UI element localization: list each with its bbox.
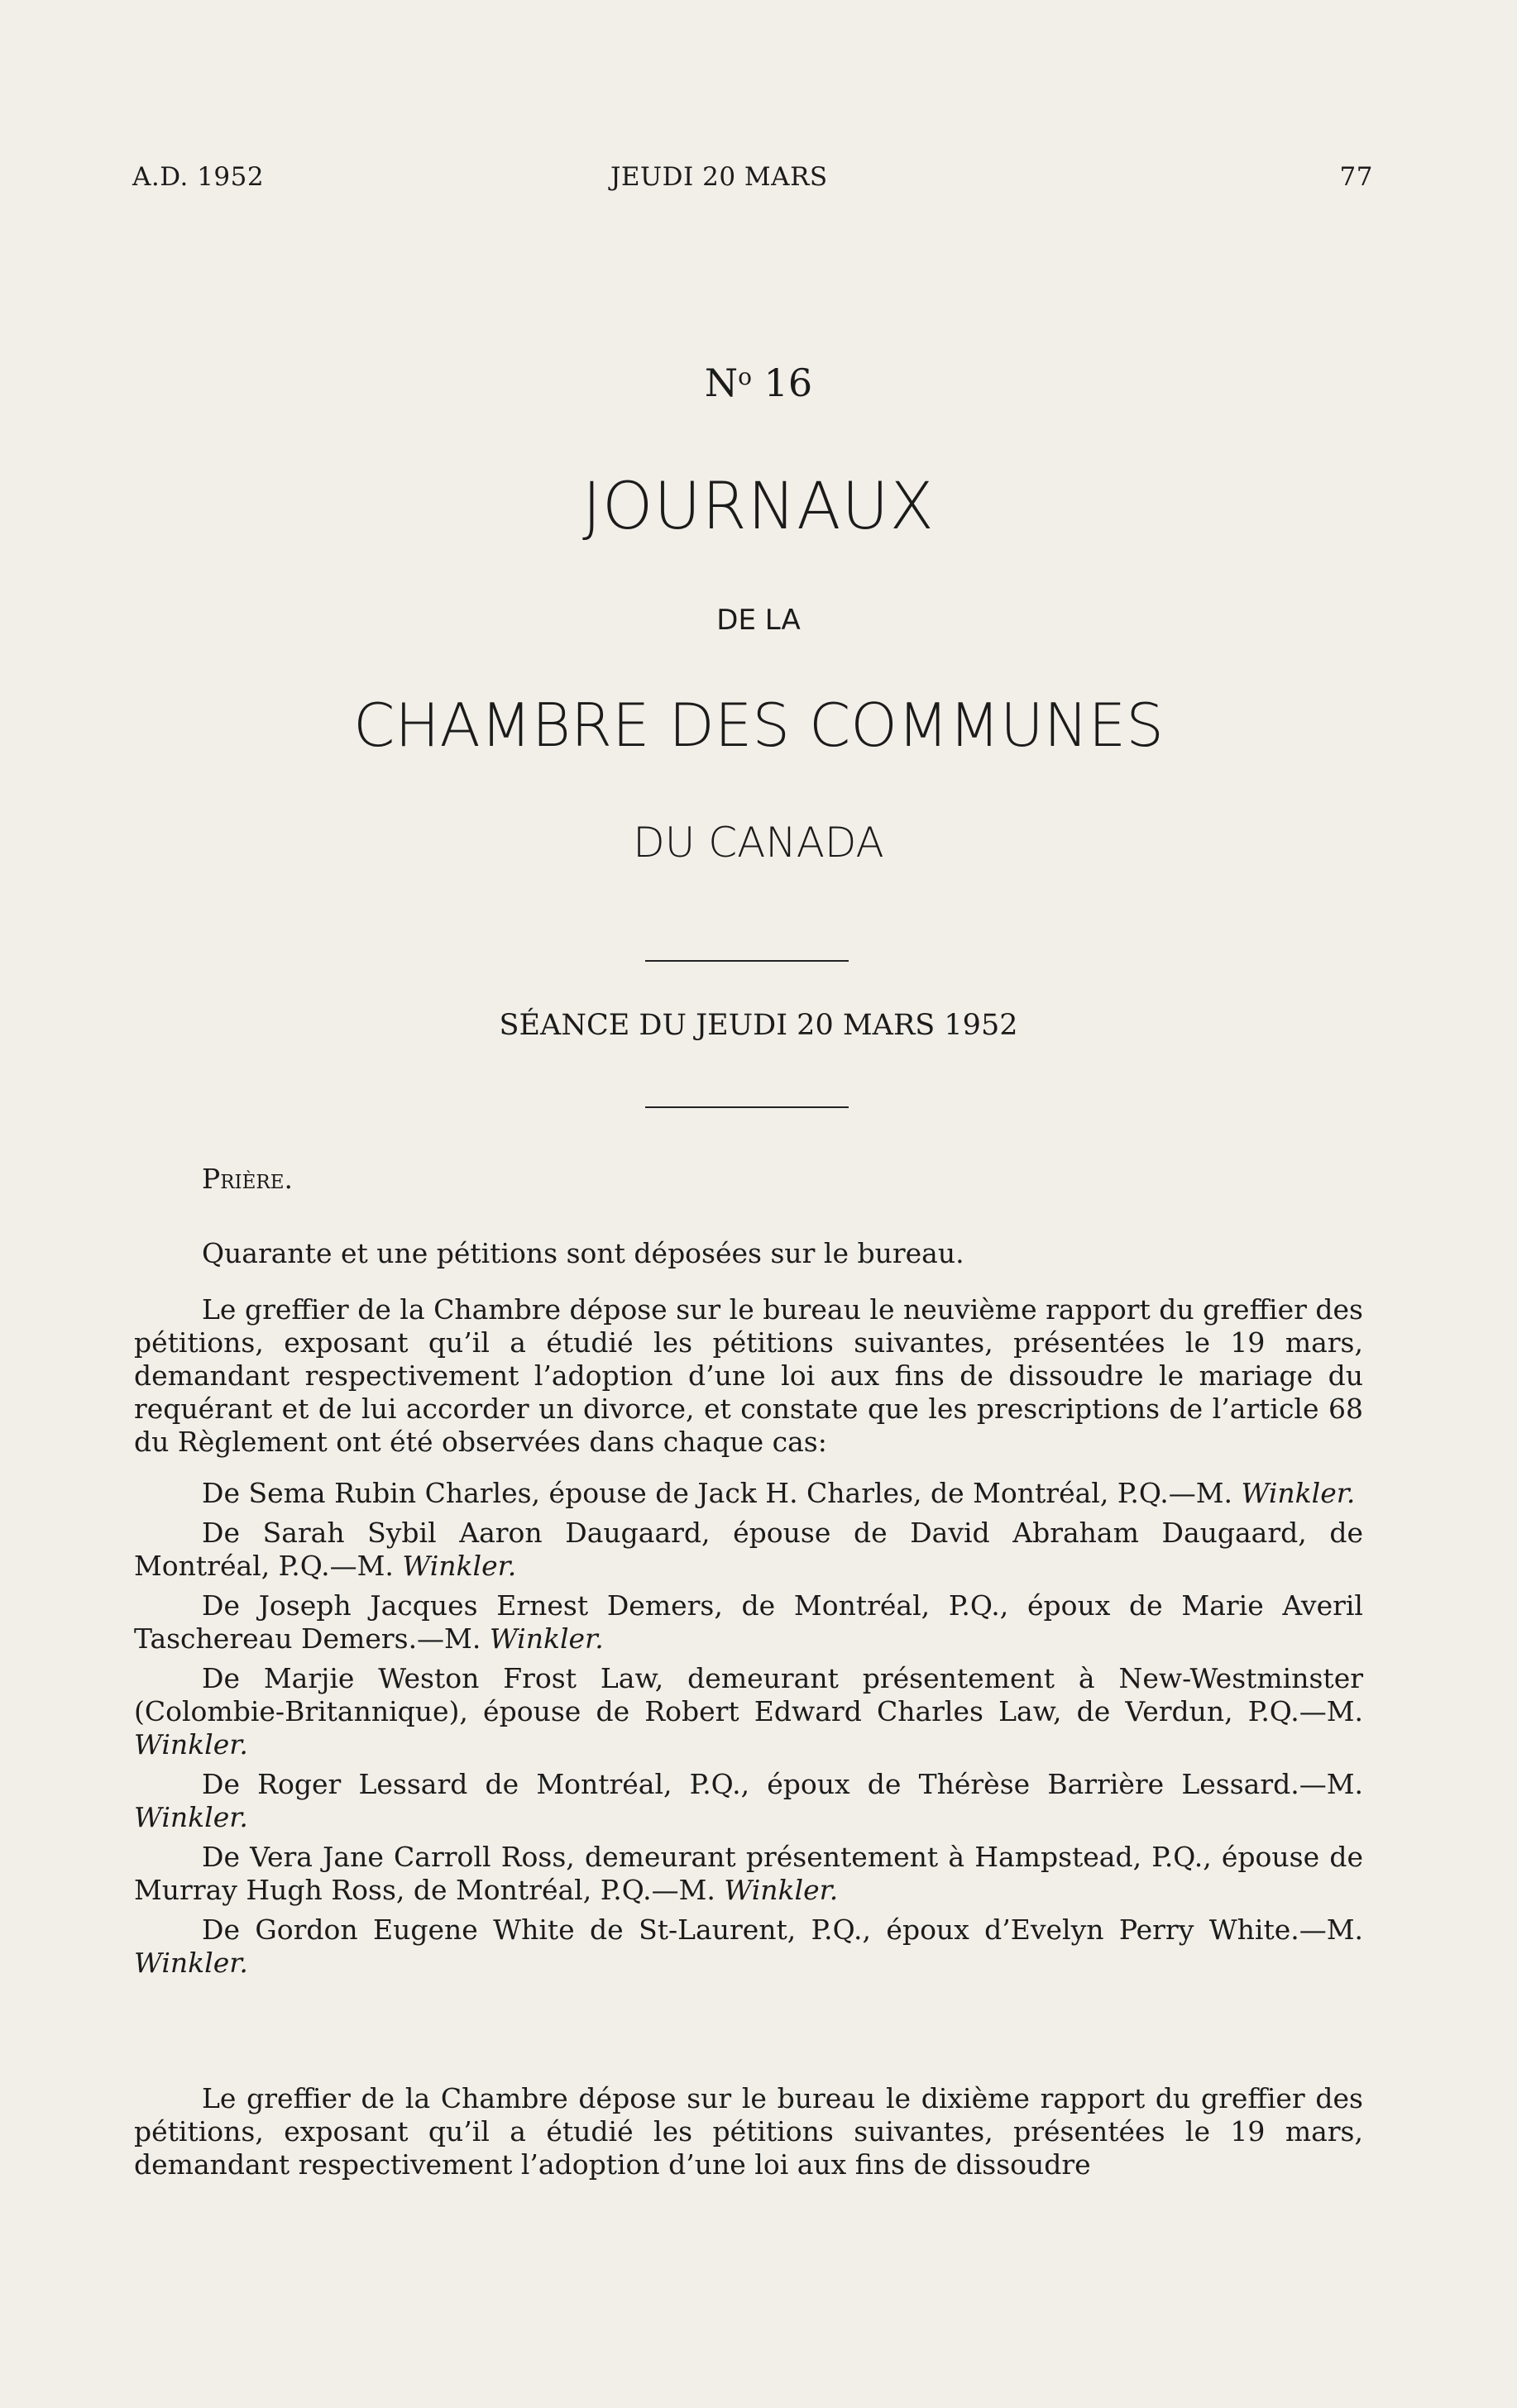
seance-heading: SÉANCE DU JEUDI 20 MARS 1952: [499, 1009, 1018, 1042]
petition-list: [134, 1477, 1363, 1986]
title-chambre: CHAMBRE DES COMMUNES: [353, 690, 1164, 760]
title-de-la: DE LA: [716, 604, 801, 637]
petitions-paragraph: Quarante et une pétitions sont déposées sur le bureau.: [202, 1237, 964, 1269]
divider-rule: [645, 960, 849, 962]
list-item: De Marjie Weston Frost Law, demeurant présentement à New-Westminster (Colombie-Britannique), épouse de Robert Edward Charles Law, de Verdun, P.Q.—M. Winkler.: [134, 1662, 1363, 1761]
header-date: JEUDI 20 MARS: [610, 162, 828, 192]
issue-number: $N^o$ 16: [704, 361, 813, 405]
list-item: De Roger Lessard de Montréal, P.Q., époux de Thérèse Barrière Lessard.—M. Winkler.: [134, 1768, 1363, 1833]
title-journaux: JOURNAUX: [582, 470, 935, 544]
page-number: 77: [1339, 162, 1373, 192]
ninth-report-paragraph: Le greffier de la Chambre dépose sur le bureau le neuvième rapport du greffier des pétitions, exposant qu’il a étudié les pétitions suivantes, présentées le 19 mars, demandant respectivement l’adoption d’une loi aux fins de dissoudre le mariage du requérant et de lui accorder un divorce, et constate que les prescriptions de l’article 68 du Règlement ont été observées dans chaque cas:: [134, 1293, 1363, 1458]
list-item: De Joseph Jacques Ernest Demers, de Montréal, P.Q., époux de Marie Averil Taschereau Demers.—M. Winkler.: [134, 1589, 1363, 1655]
header-year: A.D. 1952: [132, 162, 265, 192]
list-item: De Sarah Sybil Aaron Daugaard, épouse de David Abraham Daugaard, de Montréal, P.Q.—M. Winkler.: [134, 1517, 1363, 1582]
list-item: De Sema Rubin Charles, épouse de Jack H. Charles, de Montréal, P.Q.—M. Winkler.: [202, 1477, 1356, 1509]
title-canada: DU CANADA: [633, 819, 884, 867]
priere-heading: Prière.: [202, 1163, 293, 1195]
divider-rule: [645, 1106, 849, 1108]
list-item: De Gordon Eugene White de St-Laurent, P.Q., époux d’Evelyn Perry White.—M. Winkler.: [134, 1913, 1363, 1979]
page-header: [132, 162, 1373, 198]
tenth-report-paragraph: Le greffier de la Chambre dépose sur le bureau le dixième rapport du greffier des pétitions, exposant qu’il a étudié les pétitions suivantes, présentées le 19 mars, demandant respectivement l’adoption d’une loi aux fins de dissoudre: [134, 2082, 1363, 2181]
list-item: De Vera Jane Carroll Ross, demeurant présentement à Hampstead, P.Q., épouse de Murray Hugh Ross, de Montréal, P.Q.—M. Winkler.: [134, 1841, 1363, 1906]
